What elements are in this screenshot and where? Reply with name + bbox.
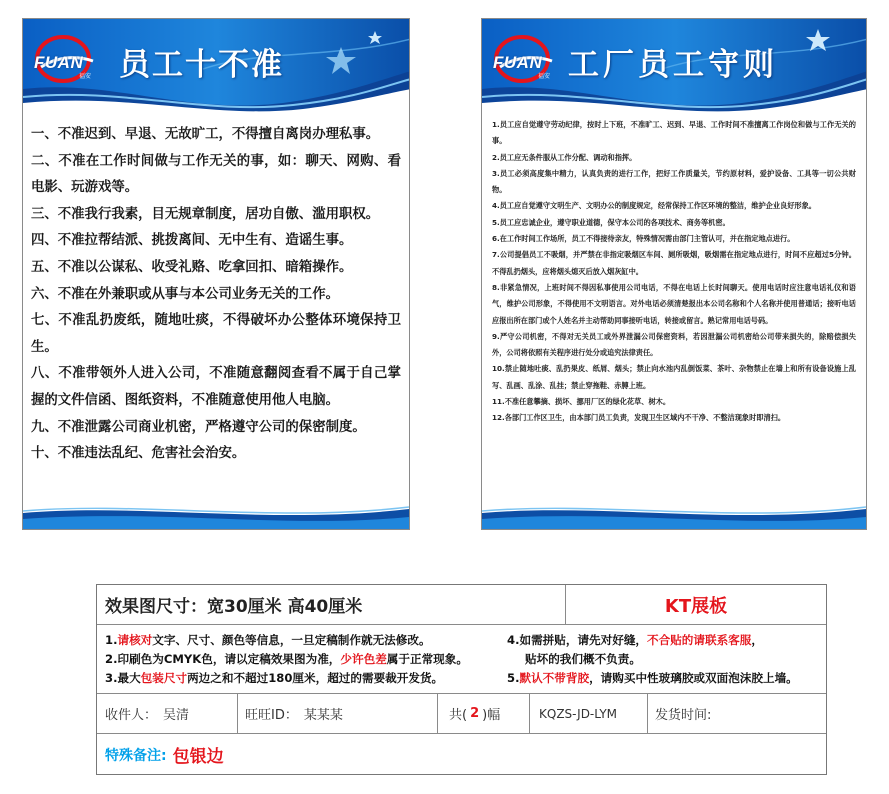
note-4: 4.如需拼贴，请先对好缝，不合贴的请联系客服， <box>507 633 763 647</box>
order-info-row <box>97 694 826 734</box>
rule-item: 2.员工应无条件服从工作分配、调动和指挥。 <box>492 152 637 162</box>
rule-item: 五、不准以公谋私、收受礼赂、吃拿回扣、暗箱操作。 <box>31 259 353 275</box>
rule-item: 10.禁止随地吐痰、乱扔果皮、纸屑、烟头；禁止向水池内乱倒饭菜、茶叶、杂物禁止在墙上和所有设备设施上乱写、乱画、乱涂、乱挂；禁止穿拖鞋、赤膊上班。 <box>492 364 856 390</box>
rule-item: 4.员工应自觉遵守文明生产、文明办公的制度规定，经常保持工作区环境的整洁，维护企业良好形象。 <box>492 201 816 211</box>
note-2: 2.印刷色为CMYK色，请以定稿效果图为准，少许色差属于正常现象。 <box>105 652 468 666</box>
board-header-banner <box>482 19 866 121</box>
rule-item: 5.员工应忠诚企业，遵守职业道德，保守本公司的各项技术、商务等机密。 <box>492 217 730 227</box>
rule-item: 3.员工必须高度集中精力，认真负责的进行工作，把好工作质量关，节约原材料，爱护设备、工具等一切公共财物。 <box>492 168 856 195</box>
wangwang-field: 旺旺ID： 某某某 <box>245 708 343 723</box>
spec-table <box>96 584 827 775</box>
rule-item: 11.不准任意攀摘、损坏、挪用厂区的绿化花草、树木。 <box>492 397 671 407</box>
footer-wave <box>482 499 866 529</box>
ship-time-field: 发货时间: <box>655 708 712 723</box>
rule-item: 二、不准在工作时间做与工作无关的事，如：聊天、网购、看电影、玩游戏等。 <box>31 153 401 196</box>
fuan-logo: FUAN 福安 <box>31 29 101 91</box>
rule-item: 六、不准在外兼职或从事与本公司业务无关的工作。 <box>31 286 339 302</box>
left-board <box>22 18 410 530</box>
rule-item: 八、不准带领外人进入公司，不准随意翻阅查看不属于自己掌握的文件信函、图纸资料，不准随意使用他人电脑。 <box>31 366 401 408</box>
board-title: 工厂员工守则 <box>568 47 778 83</box>
remarks-field: 特殊备注: 包银边 <box>105 747 224 767</box>
rule-item: 七、不准乱扔废纸，随地吐痰，不得破坏办公整体环境保持卫生。 <box>31 313 401 355</box>
order-code: KQZS-JD-LYM <box>539 706 618 721</box>
count-field: 共( 2 )幅 <box>449 706 501 723</box>
rule-item: 四、不准拉帮结派、挑拨离间、无中生有、造谣生事。 <box>31 233 353 249</box>
size-label: 效果图尺寸：宽30厘米 高40厘米 <box>105 597 363 617</box>
rule-item: 8.非紧急情况，上班时间不得因私事使用公司电话，不得在电话上长时间聊天。使用电话时应注意电话礼仪和语气，维护公司形象，不得使用不文明语言。对外电话必须清楚报出本公司名称和个人名称并使用普通话；接听电话应报出所在部门或个人姓名并主动帮助同事接听电话，转接或留言。熟记常用电话号码。 <box>492 282 856 325</box>
rule-item: 一、不准迟到、早退、无故旷工，不得擅自离岗办理私事。 <box>31 127 380 142</box>
rule-item: 九、不准泄露公司商业机密，严格遵守公司的保密制度。 <box>31 419 366 435</box>
rules-list <box>31 122 401 468</box>
rule-item: 12.各部门工作区卫生，由本部门员工负责，发现卫生区域内不干净、不整洁现象时即清扫。 <box>492 413 786 423</box>
recipient-field: 收件人： 吴清 <box>105 708 190 723</box>
board-header-banner <box>23 19 409 121</box>
footer-wave <box>23 499 409 529</box>
rule-item: 三、不准我行我素，目无规章制度，居功自傲、滥用职权。 <box>31 206 380 222</box>
notes-row <box>97 625 826 694</box>
fuan-logo: FUAN 福安 <box>490 29 560 91</box>
rules-list <box>492 117 856 427</box>
rule-item: 十、不准违法乱纪、危害社会治安。 <box>31 446 246 462</box>
note-1: 1.请核对文字、尺寸、颜色等信息，一旦定稿制作就无法修改。 <box>105 633 431 647</box>
board-title: 员工十不准 <box>119 47 284 83</box>
note-4-continued: 贴坏的我们概不负责。 <box>525 652 641 666</box>
note-5: 5.默认不带背胶，请购买中性玻璃胶或双面泡沫胶上墙。 <box>507 671 798 685</box>
rule-item: 1.员工应自觉遵守劳动纪律，按时上下班，不准旷工、迟到、早退、工作时间不准擅离工作岗位和做与工作无关的事。 <box>492 120 856 146</box>
rule-item: 9.严守公司机密，不得对无关员工或外界泄漏公司保密资料，若因泄漏公司机密给公司带来损失的，除赔偿损失外，公司将依照有关程序进行处分或追究法律责任。 <box>492 331 856 358</box>
product-label: KT展板 <box>664 595 728 617</box>
rule-item: 7.公司提倡员工不吸烟，并严禁在非指定吸烟区车间、厕所吸烟，吸烟需在指定地点进行，时间不应超过5分钟。不得乱扔烟头，应将烟头熄灭后放入烟灰缸中。 <box>492 250 856 276</box>
note-3: 3.最大包装尺寸两边之和不超过180厘米，超过的需要裁开发货。 <box>105 671 444 685</box>
spec-header-row <box>97 585 826 625</box>
rule-item: 6.在工作时间工作场所，员工不得接待亲友，特殊情况需由部门主管认可，并在指定地点进行。 <box>492 234 795 244</box>
right-board <box>481 18 867 530</box>
remarks-row <box>97 734 826 775</box>
